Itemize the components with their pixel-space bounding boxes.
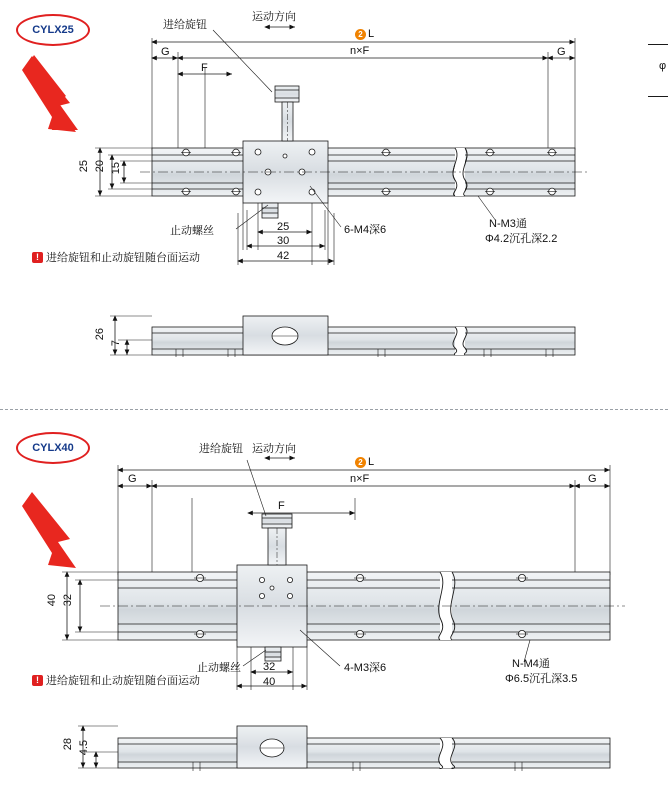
dim-height-total-25: 25 xyxy=(78,160,90,173)
dim-pitch-span-25: n×F xyxy=(350,45,370,57)
pointer-arrow-group xyxy=(22,55,80,568)
callout-motion-direction-25: 运动方向 xyxy=(252,11,296,23)
note-number-badge-25: 2 xyxy=(355,29,366,40)
warning-icon: ! xyxy=(32,252,43,263)
dim-height-body-40: 32 xyxy=(62,594,74,607)
dim-side-height-4-5: 4.5 xyxy=(78,740,90,756)
dim-height-body-25: 20 xyxy=(94,160,106,173)
callout-counterbore-40: Φ6.5沉孔深3.5 xyxy=(505,673,578,685)
dim-overall-length-40: L xyxy=(368,456,375,468)
callout-feed-knob-25: 进给旋钮 xyxy=(163,19,207,31)
dim-pitch-40: F xyxy=(278,500,285,512)
right-edge-diameter-label: φ xyxy=(659,60,667,72)
callout-thru-hole-25: N-M3通 xyxy=(489,218,527,230)
dim-table-32: 32 xyxy=(263,661,276,673)
right-edge-line xyxy=(648,44,668,45)
dim-table-30: 30 xyxy=(277,235,290,247)
model-badge-cylx40: CYLX40 xyxy=(16,432,90,464)
callout-feed-knob-40: 进给旋钮 xyxy=(199,443,243,455)
dim-table-40: 40 xyxy=(263,676,276,688)
dim-side-height-7: 7 xyxy=(110,340,122,347)
callout-motion-direction-40: 运动方向 xyxy=(252,443,296,455)
callout-counterbore-25: Φ4.2沉孔深2.2 xyxy=(485,233,558,245)
callout-tap-6m4: 6-M4深6 xyxy=(344,224,387,236)
dim-end-left-40: G xyxy=(128,473,137,485)
dim-side-height-26: 26 xyxy=(94,328,106,341)
dim-pitch-25: F xyxy=(201,62,208,74)
note-text-40: 进给旋钮和止动旋钮随台面运动 xyxy=(46,675,200,687)
note-row-40 xyxy=(32,672,200,688)
dim-height-rail-25: 15 xyxy=(110,162,122,175)
section-divider xyxy=(0,409,668,410)
note-number-badge-40: 2 xyxy=(355,457,366,468)
warning-icon: ! xyxy=(32,675,43,686)
dim-end-right-25: G xyxy=(557,46,566,58)
callout-tap-4m3: 4-M3深6 xyxy=(344,662,387,674)
dim-table-25: 25 xyxy=(277,221,290,233)
dim-side-height-28: 28 xyxy=(62,738,74,751)
dim-end-left-25: G xyxy=(161,46,170,58)
dim-table-42: 42 xyxy=(277,250,290,262)
dim-height-total-40: 40 xyxy=(46,594,58,607)
model-badge-cylx25: CYLX25 xyxy=(16,14,90,46)
callout-thru-hole-40: N-M4通 xyxy=(512,658,550,670)
callout-stopper-screw-40: 止动螺丝 xyxy=(197,662,241,674)
dim-pitch-span-40: n×F xyxy=(350,473,370,485)
note-row-25 xyxy=(32,249,200,265)
callout-stopper-screw-25: 止动螺丝 xyxy=(170,225,214,237)
dim-end-right-40: G xyxy=(588,473,597,485)
note-text-25: 进给旋钮和止动旋钮随台面运动 xyxy=(46,252,200,264)
right-edge-line-2 xyxy=(648,96,668,97)
dim-overall-length-25: L xyxy=(368,28,375,40)
